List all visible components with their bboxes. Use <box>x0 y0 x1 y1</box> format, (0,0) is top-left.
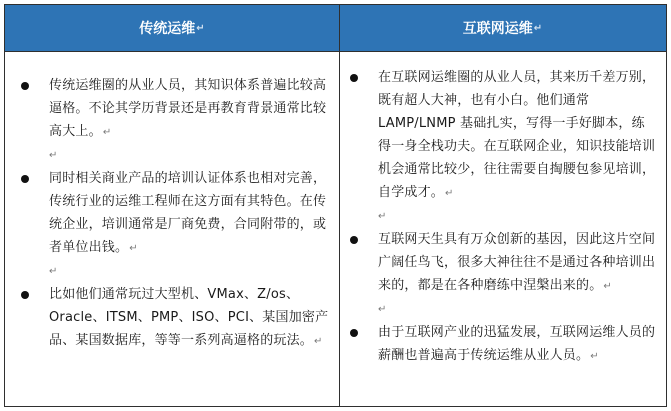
column-divider <box>339 5 340 406</box>
list-item-text: 比如他们通常玩过大型机、VMax、Z/os、Oracle、ITSM、PMP、ISO、PCI、某国加密产品、某国数据库，等等一系列高逼格的玩法。 <box>49 287 329 348</box>
list-item-text: 由于互联网产业的迅猛发展，互联网运维人员的薪酬也普遍高于传统运维从业人员。 <box>378 325 656 363</box>
blank-line <box>19 260 329 283</box>
paragraph-mark: ↵ <box>49 266 58 277</box>
paragraph-mark: ↵ <box>129 243 138 254</box>
paragraph-mark: ↵ <box>314 336 323 347</box>
bullet-icon <box>350 236 358 244</box>
list-item <box>19 283 329 353</box>
internet-ops-column <box>348 52 658 368</box>
list-item <box>348 228 658 298</box>
list-item <box>19 167 329 260</box>
bullet-icon <box>21 175 29 183</box>
paragraph-mark: ↵ <box>102 127 112 138</box>
bullet-icon <box>21 82 29 90</box>
header-traditional-ops <box>5 5 339 51</box>
paragraph-mark: ↵ <box>378 211 387 222</box>
bullet-icon <box>21 291 29 299</box>
header-right-label: 互联网运维 <box>462 21 533 37</box>
bullet-icon <box>350 74 358 82</box>
paragraph-mark: ↵ <box>603 281 612 292</box>
list-item-text: 在互联网运维圈的从业人员，其来历千差万别，既有超人大神，也有小白。他们通常LAMP/LNMP 基础扎实，写得一手好脚本，练得一身全栈功夫。在互联网企业，知识技能培训机会通常比较少，往往需要自掏腰包参见培训，自学成才。 <box>378 70 656 200</box>
list-item-text: 传统运维圈的从业人员，其知识体系普遍比较高逼格。不论其学历背景还是再教育背景通常比较高大上。 <box>49 78 327 139</box>
paragraph-mark: ↵ <box>196 22 205 34</box>
blank-line <box>348 298 658 321</box>
paragraph-mark: ↵ <box>445 188 454 199</box>
blank-line <box>348 205 658 228</box>
list-item-text: 同时相关商业产品的培训认证体系也相对完善，传统行业的运维工程师在这方面有其特色。在传统企业，培训通常是厂商免费，合同附带的，或者单位出钱。 <box>49 171 327 255</box>
header-internet-ops <box>339 5 666 51</box>
blank-line <box>348 52 658 66</box>
paragraph-mark: ↵ <box>533 22 543 34</box>
bullet-icon <box>350 329 358 337</box>
table-header-row <box>5 5 666 52</box>
list-item <box>348 66 658 205</box>
paragraph-mark: ↵ <box>49 150 58 161</box>
list-item-text: 互联网天生具有万众创新的基因，因此这片空间广阔任鸟飞，很多大神往往不是通过各种培训出来的，都是在各种磨练中涅槃出来的。 <box>378 232 656 293</box>
list-item <box>19 74 329 144</box>
paragraph-mark: ↵ <box>590 351 599 362</box>
paragraph-mark: ↵ <box>378 304 387 315</box>
comparison-table <box>4 4 667 407</box>
traditional-ops-column <box>19 52 329 353</box>
blank-line <box>19 52 329 74</box>
blank-line <box>19 144 329 167</box>
header-left-label: 传统运维 <box>139 21 196 37</box>
list-item <box>348 321 658 368</box>
